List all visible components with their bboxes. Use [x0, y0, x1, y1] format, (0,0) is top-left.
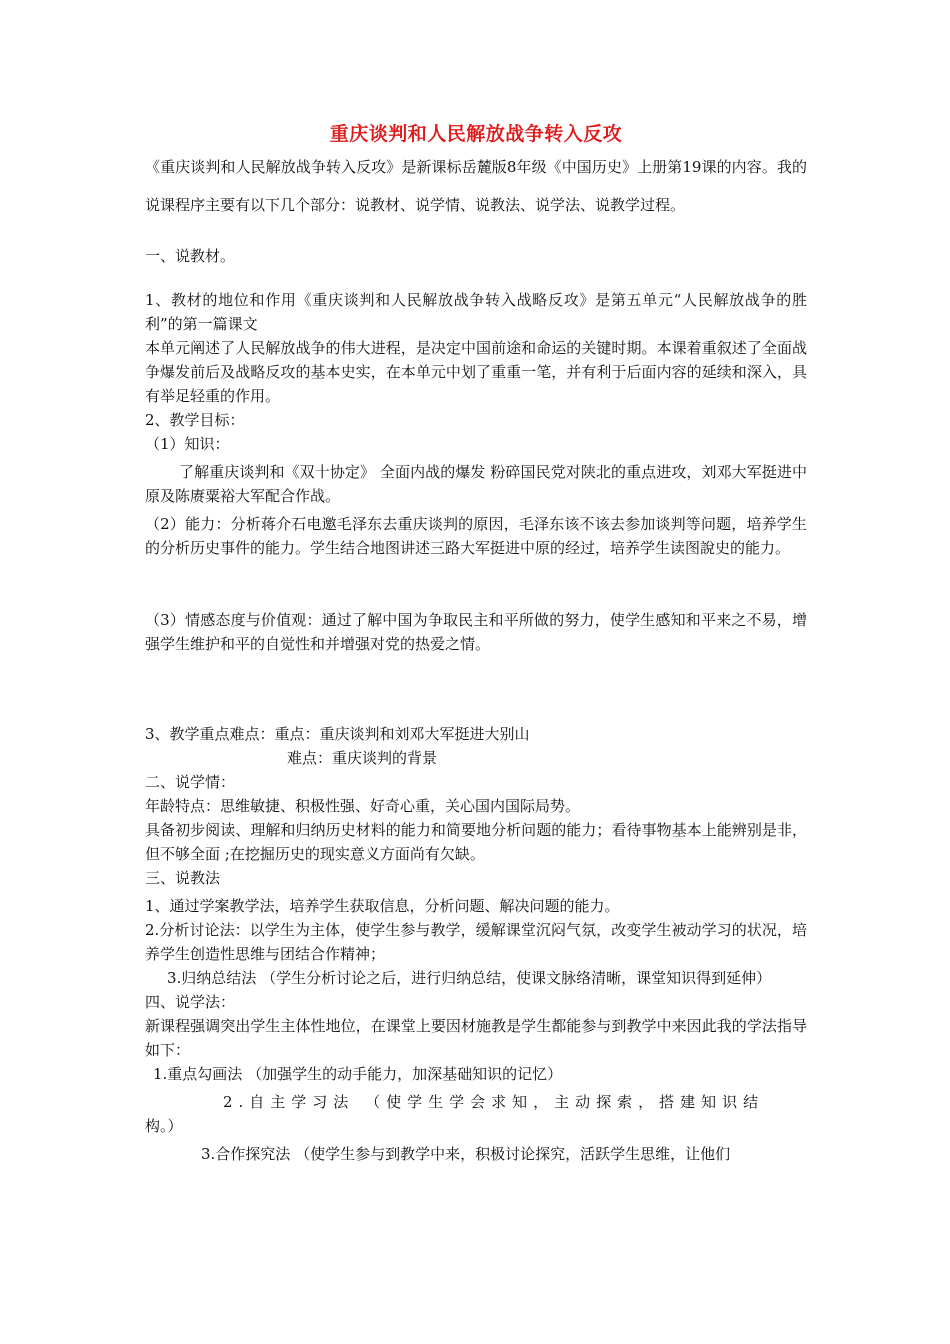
section-3-heading: 三、说教法 — [145, 869, 221, 887]
document-page — [145, 120, 807, 1166]
goal-knowledge-text: 了解重庆谈判和《双十协定》 全面内战的爆发 粉碎国民党对陕北的重点进攻，刘邓大军挺进中原及陈赓粟裕大军配合作战。 — [145, 463, 807, 505]
section-4-item-2: 2.自主学习法 （使学生学会求知，主动探索，搭建知识结 — [223, 1093, 765, 1111]
intro-paragraph: 《重庆谈判和人民解放战争转入反攻》是新课标岳麓版8年级《中国历史》上册第19课的内容。我的说课程序主要有以下几个部分：说教材、说学情、说教法、说学法、说教学过程。 — [145, 158, 807, 214]
section-1-heading: 一、说教材。 — [145, 247, 236, 265]
goal-knowledge-label: （1）知识： — [145, 435, 230, 453]
teaching-goals-heading: 2、教学目标： — [145, 411, 245, 429]
section-1-paragraph-1: 1、教材的地位和作用《重庆谈判和人民解放战争转入战略反攻》是第五单元“人民解放战争的胜利”的第一篇课文 — [145, 291, 807, 333]
key-points-line: 3、教学重点难点：重点：重庆谈判和刘邓大军挺进大别山 — [145, 725, 530, 743]
document-title: 重庆谈判和人民解放战争转入反攻 — [329, 123, 623, 145]
section-4-item-2-continued: 构。） — [145, 1117, 183, 1135]
section-4-paragraph-1: 新课程强调突出学生主体性地位，在课堂上要因材施教是学生都能参与到教学中来因此我的学法指导如下： — [145, 1017, 807, 1059]
section-4-heading: 四、说学法： — [145, 993, 236, 1011]
difficult-points-line: 难点：重庆谈判的背景 — [287, 749, 438, 767]
section-2-heading: 二、说学情： — [145, 773, 236, 791]
section-4-item-1: 1.重点勾画法 （加强学生的动手能力，加深基础知识的记忆） — [153, 1065, 563, 1083]
section-3-item-1: 1、通过学案教学法，培养学生获取信息，分析问题、解决问题的能力。 — [145, 897, 620, 915]
goal-emotion-text: （3）情感态度与价值观：通过了解中国为争取民主和平所做的努力，使学生感知和平来之不易，增强学生维护和平的自觉性和并增强对党的热爱之情。 — [145, 611, 807, 653]
section-1-paragraph-2: 本单元阐述了人民解放战争的伟大进程，是决定中国前途和命运的关键时期。本课着重叙述了全面战争爆发前后及战略反攻的基本史实，在本单元中划了重重一笔，并有利于后面内容的延续和深入，具有举足轻重的作用。 — [145, 339, 807, 405]
section-4-item-3: 3.合作探究法 （使学生参与到教学中来，积极讨论探究，活跃学生思维，让他们 — [201, 1145, 731, 1163]
section-3-item-2: 2.分析讨论法：以学生为主体，使学生参与教学，缓解课堂沉闷气氛，改变学生被动学习的状况，培养学生创造性思维与团结合作精神； — [145, 921, 807, 963]
section-2-paragraph-1: 年龄特点：思维敏捷、积极性强、好奇心重，关心国内国际局势。 — [145, 797, 581, 815]
section-3-item-3: 3.归纳总结法 （学生分析讨论之后，进行归纳总结，使课文脉络清晰，课堂知识得到延伸） — [167, 969, 772, 987]
section-2-paragraph-2: 具备初步阅读、理解和归纳历史材料的能力和简要地分析问题的能力；看待事物基本上能辨别是非，但不够全面 ;在挖掘历史的现实意义方面尚有欠缺。 — [145, 821, 807, 863]
goal-ability-text: （2）能力：分析蒋介石电邀毛泽东去重庆谈判的原因，毛泽东该不该去参加谈判等问题，培养学生的分析历史事件的能力。学生结合地图讲述三路大军挺进中原的经过，培养学生读图說史的能力。 — [145, 515, 807, 557]
